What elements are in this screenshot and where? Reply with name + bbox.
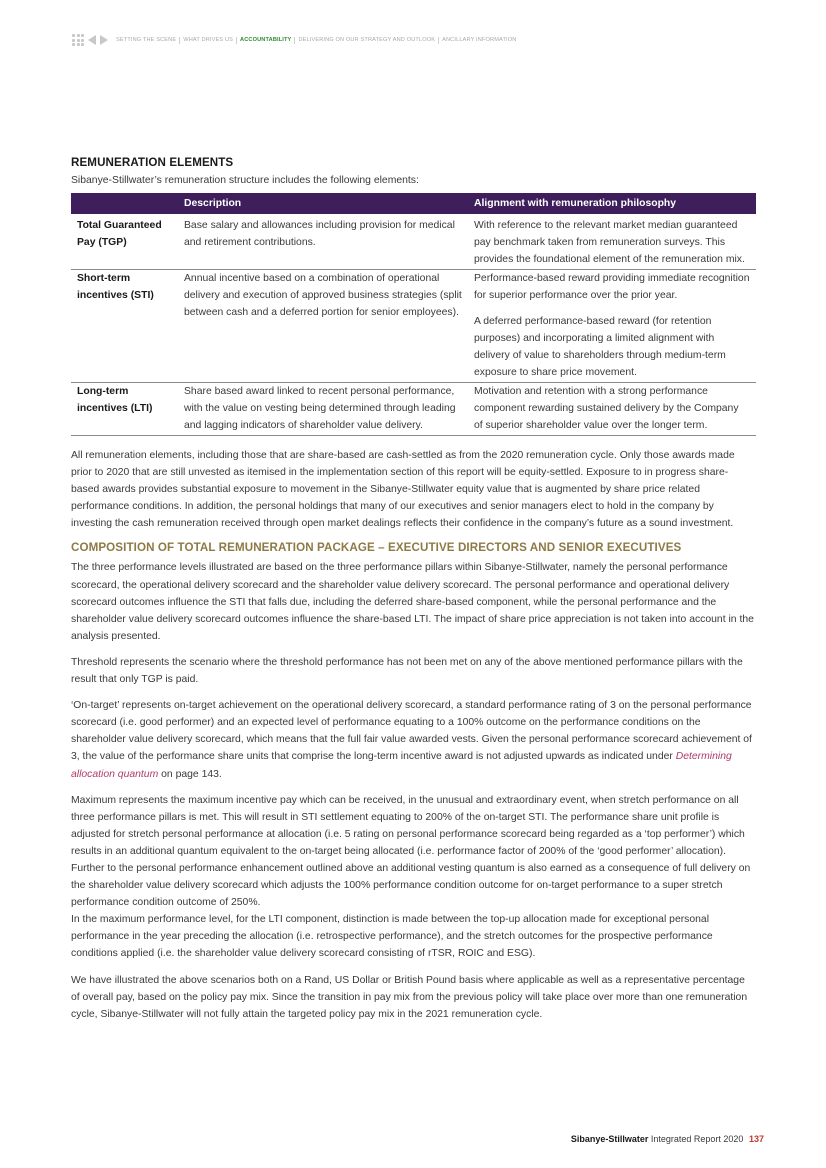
paragraph-maximum: Maximum represents the maximum incentive pay which can be received, in the unusual and extraordinary event, when stretch performance on all three performance pillars is met. This will result in STI settlement equating to 200% of the on-target STI. The performance share unit profile is adjusted for stretch personal performance at allocation (i.e. 5 rating on personal performance scorecard being regarded as a ‘top performer’) which results in an additional quantum equivalent to the on-target being allocated (i.e. performance factor of 200% of the ‘good performer’ allocation). Further to the personal performance enhancement outlined above an additional vesting quantum is also earned as a consequence of full delivery on the shareholder value delivery scorecard which adjusts the 100% performance condition outcome for on-target performance to a super stretch performance condition outcome of 250%.	[71, 794, 751, 909]
table-header-blank	[71, 193, 178, 214]
nav-divider	[179, 37, 180, 44]
top-navigation	[72, 34, 518, 46]
footer-report: Integrated Report 2020	[650, 1134, 744, 1144]
nav-icons	[72, 34, 108, 46]
determining-allocation-quantum-link[interactable]: Determining allocation quantum	[71, 751, 732, 780]
paragraph-threshold: Threshold represents the scenario where the threshold performance has not been met on any of the above mentioned performance pillars with the result that only TGP is paid.	[71, 656, 743, 686]
table-row	[71, 270, 756, 383]
nav-item-accountability[interactable]: ACCOUNTABILITY	[240, 37, 292, 43]
nav-divider	[236, 37, 237, 44]
section-intro: Sibanye-Stillwater’s remuneration structure includes the following elements:	[71, 175, 419, 186]
nav-item-setting-the-scene[interactable]: SETTING THE SCENE	[116, 37, 177, 43]
page-footer	[571, 1134, 764, 1144]
nav-divider	[294, 37, 295, 44]
menu-grid-icon[interactable]	[72, 34, 84, 46]
table-header-description: Description	[178, 193, 468, 214]
row-label: Short-term incentives (STI)	[71, 270, 178, 383]
paragraph-cash-settled: All remuneration elements, including those that are share-based are cash-settled as from the 2020 remuneration cycle. Only those awards made prior to 2020 that are still unvested as itemised in the implementation section of this report will be equity-settled. Exposure to in progress share-based awards provides substantial exposure to movement in the Sibanye-Stillwater equity value that is augmented by share price related performance conditions. In addition, the personal holdings that many of our executives and senior managers elect to hold in the company by investing the cash remuneration received through open market dealings reflects their confidence in the company’s future as a sound investment.	[71, 450, 735, 530]
row-alignment	[468, 214, 756, 270]
main-content	[71, 156, 756, 1032]
nav-divider	[438, 37, 439, 44]
on-target-text-end: on page 143.	[158, 768, 222, 780]
paragraph-performance-levels: The three performance levels illustrated are based on the three performance pillars within Sibanye-Stillwater, namely the personal performance scorecard, the operational delivery scorecard and the shareholder value delivery scorecard. The personal performance and operational delivery scorecard outcomes influence the STI that falls due, including the deferred share-based component, while the personal performance and the shareholder value delivery scorecard outcomes influence the share-based LTI. The impact of share price appreciation is not taken into account in the analysis presented.	[71, 562, 754, 642]
next-page-icon[interactable]	[100, 35, 108, 45]
on-target-text: ‘On-target’ represents on-target achievement on the operational delivery scorecard, a standard performance rating of 3 on the personal performance scorecard (i.e. good performer) and an expected level of performance equating to a 100% outcome on the performance conditions on the shareholder value delivery scorecard, which means that the full fair value awarded vests. Given the personal performance scorecard achievement of 3, the value of the performance share units that comprise the long-term incentive award is not adjusted upwards as indicated under	[71, 700, 752, 763]
nav-item-what-drives-us[interactable]: WHAT DRIVES US	[183, 37, 234, 43]
remuneration-elements-table	[71, 193, 756, 436]
paragraph-maximum-lti: In the maximum performance level, for the LTI component, distinction is made between the top-up allocation made for exceptional personal performance in the year preceding the allocation (i.e. retrospective performance), and the stretch outcomes for the prospective performance conditions applied (i.e. the shareholder value delivery scorecard consisting of rTSR, ROIC and ESG).	[71, 914, 713, 960]
previous-page-icon[interactable]	[88, 35, 96, 45]
row-label: Total Guaranteed Pay (TGP)	[71, 214, 178, 270]
table-row	[71, 383, 756, 436]
row-label: Long-term incentives (LTI)	[71, 383, 178, 436]
row-description: Share based award linked to recent personal performance, with the value on vesting being determined through leading and lagging indicators of shareholder value delivery.	[178, 383, 468, 436]
table-row	[71, 214, 756, 270]
paragraph-on-target	[71, 697, 756, 782]
table-header-row	[71, 193, 756, 214]
alignment-text: Performance-based reward providing immediate recognition for superior performance over the prior year.	[474, 273, 750, 301]
alignment-text: A deferred performance-based reward (for retention purposes) and incorporating a limited alignment with delivery of value to shareholders through medium-term exposure to share price movement.	[474, 316, 726, 378]
alignment-text: With reference to the relevant market median guaranteed pay benchmark taken from remuneration surveys. This provides the foundational element of the remuneration mix.	[474, 220, 745, 265]
table-header-alignment: Alignment with remuneration philosophy	[468, 193, 756, 214]
section-title: REMUNERATION ELEMENTS	[71, 156, 234, 169]
page-number: 137	[748, 1134, 764, 1144]
footer-brand: Sibanye-Stillwater	[570, 1134, 649, 1144]
row-alignment	[468, 383, 756, 436]
paragraph-scenarios: We have illustrated the above scenarios both on a Rand, US Dollar or British Pound basis where applicable as well as a representative percentage of overall pay, based on the policy pay mix. Since the transition in pay mix from the previous policy will take place over more than one remuneration cycle, Sibanye-Stillwater will not fully attain the targeted policy pay mix in the 2021 remuneration cycle.	[71, 974, 748, 1020]
row-description: Annual incentive based on a combination of operational delivery and execution of approved business strategies (split between cash and a deferred portion for senior employees).	[178, 270, 468, 383]
composition-subheading: COMPOSITION OF TOTAL REMUNERATION PACKAGE – EXECUTIVE DIRECTORS AND SENIOR EXECUTIVES	[71, 541, 682, 555]
row-alignment	[468, 270, 756, 383]
nav-item-delivering-on-strategy[interactable]: DELIVERING ON OUR STRATEGY AND OUTLOOK	[298, 37, 436, 43]
nav-item-ancillary-information[interactable]: ANCILLARY INFORMATION	[442, 37, 517, 43]
row-description: Base salary and allowances including provision for medical and retirement contributions.	[178, 214, 468, 270]
alignment-text: Motivation and retention with a strong performance component rewarding sustained delivery by the Company of superior shareholder value over the longer term.	[474, 386, 739, 431]
